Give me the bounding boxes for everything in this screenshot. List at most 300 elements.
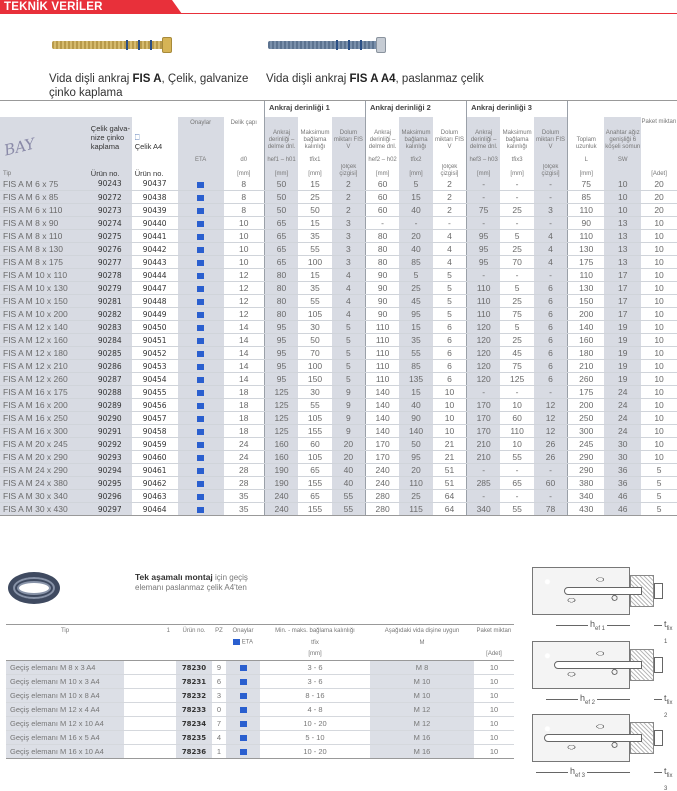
table-row [0, 282, 677, 295]
eta-approval-icon [197, 195, 204, 201]
sec-header-tfix-unit: [mm] [260, 649, 370, 661]
cell-hef1: 125 [264, 425, 298, 438]
cell-tfix1: 15 [298, 217, 332, 230]
cell-dolum3: 12 [534, 425, 568, 438]
cell-hef3: - [467, 191, 501, 204]
cell-dolum3: 12 [534, 399, 568, 412]
cell-dolum1: 3 [332, 217, 366, 230]
eta-approval-icon [197, 494, 204, 500]
cell-toplam: 200 [568, 399, 605, 412]
cell-delik: 18 [224, 399, 265, 412]
eta-approval-icon [197, 364, 204, 370]
cell-paket: 10 [474, 675, 514, 689]
table-row [0, 373, 677, 386]
sec-header-urun: Ürün no. [176, 625, 212, 637]
cell-hef3: 120 [467, 373, 501, 386]
header-tfix2-sym: tfix2 [399, 151, 433, 164]
cell-hef3: 120 [467, 321, 501, 334]
cell-dolum1: 2 [332, 191, 366, 204]
anchor-rod [544, 734, 642, 742]
cell-hef2: 140 [366, 412, 400, 425]
cell-hef2: 110 [366, 321, 400, 334]
cell-hef1: 95 [264, 360, 298, 373]
cell-dolum3: - [534, 178, 568, 191]
cell-hef3: 110 [467, 282, 501, 295]
cell-a4-urun: 90458 [132, 425, 178, 438]
header-cell [641, 151, 677, 164]
cell-hef3: - [467, 217, 501, 230]
cell-tfix3: 10 [500, 438, 534, 451]
cell-toplam: 110 [568, 269, 605, 282]
sec-header-cell [212, 649, 226, 661]
table-row [0, 204, 677, 217]
cell-tip: FIS A M 10 x 130 [0, 282, 88, 295]
cell-tfix3: 65 [500, 477, 534, 490]
marking-ring-icon [126, 40, 128, 50]
cell-galv-urun: 90279 [88, 282, 132, 295]
cell-galv-urun: 90277 [88, 256, 132, 269]
cell-dolum2: 6 [433, 321, 467, 334]
sec-header-pz: PZ [212, 625, 226, 637]
cell-hef3: 95 [467, 230, 501, 243]
cell-delik: 12 [224, 295, 265, 308]
header-tfix3-sym: tfix3 [511, 156, 523, 163]
header-unit: [mm] [510, 170, 524, 177]
cell-hef1: 240 [264, 490, 298, 503]
sec-header-cell [124, 649, 176, 661]
sec-header-marker: 1 [124, 625, 176, 637]
header-delik-unit: [mm] [237, 170, 251, 177]
cell-hef1: 80 [264, 269, 298, 282]
cell-paket: 10 [641, 321, 677, 334]
table-row [0, 490, 677, 503]
cell-hef3: 110 [467, 308, 501, 321]
header-tfix3: Maksimum bağlama kalınlığı [502, 129, 532, 150]
cell-tfix2: 110 [399, 477, 433, 490]
cell-hef2: 280 [366, 490, 400, 503]
table-row [6, 661, 514, 675]
cell-tfix1: 100 [298, 256, 332, 269]
cell-dolum3: - [534, 217, 568, 230]
cell-tfix1: 50 [298, 204, 332, 217]
cell-sw: 36 [604, 477, 641, 490]
table-row [0, 321, 677, 334]
cell-tfix3: 5 [500, 321, 534, 334]
eta-approval-icon [197, 325, 204, 331]
eta-approval-icon [240, 721, 247, 727]
sec-eta-label: ETA [241, 639, 253, 646]
cell-delik: 10 [224, 230, 265, 243]
cell-urun: 78231 [176, 675, 212, 689]
cell-tfix3: 125 [500, 373, 534, 386]
cell-tfix3: 110 [500, 425, 534, 438]
hef-label: $h_{ef 1}$ [590, 619, 606, 632]
cell-spacer [124, 703, 176, 717]
header-onaylar-eta: ETA [178, 151, 224, 164]
cell-sw: 30 [604, 451, 641, 464]
table-row [6, 675, 514, 689]
cell-tfix3: - [500, 464, 534, 477]
cell-dolum3: 6 [534, 334, 568, 347]
cell-tip: FIS A M 30 x 340 [0, 490, 88, 503]
sec-header-cell [370, 649, 474, 661]
cell-a4-urun: 90459 [132, 438, 178, 451]
cell-hef1: 50 [264, 178, 298, 191]
cell-tfix3: 10 [500, 399, 534, 412]
cell-galv-urun: 90278 [88, 269, 132, 282]
cell-dolum2: 2 [433, 178, 467, 191]
page-title: TEKNİK VERİLER [4, 1, 103, 13]
cell-a4-urun: 90452 [132, 347, 178, 360]
cell-delik: 14 [224, 373, 265, 386]
cell-paket: 10 [641, 243, 677, 256]
cell-urun: 78233 [176, 703, 212, 717]
cell-eta [226, 689, 260, 703]
eta-approval-icon [197, 403, 204, 409]
cell-toplam: 130 [568, 243, 605, 256]
header-sw-sym: SW [604, 151, 641, 164]
cell-paket: 10 [474, 745, 514, 759]
cell-tip: FIS A M 8 x 90 [0, 217, 88, 230]
cell-hef2: - [366, 217, 400, 230]
cell-dolum2: 2 [433, 204, 467, 217]
cell-sw: 24 [604, 425, 641, 438]
cell-tfix3: 60 [500, 412, 534, 425]
header-hef2: Ankraj derinliği – delme dnl. [366, 117, 400, 151]
cell-galv-urun: 90296 [88, 490, 132, 503]
cell-tfix: 5 - 10 [260, 731, 370, 745]
header-sw: Anahtar ağız genişliği 6 köşeli somun [604, 117, 641, 151]
cell-hef3: - [467, 178, 501, 191]
cell-dolum2: 5 [433, 269, 467, 282]
header-unit: [mm] [467, 164, 501, 178]
cell-hef2: 170 [366, 451, 400, 464]
cell-tip: FIS A M 8 x 175 [0, 256, 88, 269]
cell-delik: 35 [224, 503, 265, 516]
cell-hef2: 60 [366, 204, 400, 217]
cell-eta [178, 386, 224, 399]
tfix-label: $t_{fix 1}$ [662, 619, 677, 645]
cell-dolum2: 51 [433, 464, 467, 477]
cell-paket: 10 [641, 217, 677, 230]
header-dolum3: Dolum miktarı FIS V [534, 117, 568, 151]
cell-sw: 17 [604, 295, 641, 308]
cell-galv-urun: 90276 [88, 243, 132, 256]
cell-paket: 10 [641, 386, 677, 399]
cell-dolum3: 12 [534, 412, 568, 425]
cell-paket: 10 [641, 425, 677, 438]
cell-tfix2: 25 [399, 490, 433, 503]
cell-hef3: - [467, 386, 501, 399]
table-row [0, 217, 677, 230]
cell-dolum2: 64 [433, 490, 467, 503]
cell-hef3: - [467, 464, 501, 477]
cell-hef1: 95 [264, 321, 298, 334]
cell-delik: 18 [224, 412, 265, 425]
cell-dolum3: 78 [534, 503, 568, 516]
cell-tfix1: 30 [298, 386, 332, 399]
cell-eta [178, 217, 224, 230]
cell-eta [178, 438, 224, 451]
header-hef3: Ankraj derinliği – delme dnl. [467, 117, 501, 151]
cell-dolum2: 51 [433, 477, 467, 490]
cell-eta [178, 230, 224, 243]
cell-paket: 20 [641, 204, 677, 217]
cell-eta [178, 269, 224, 282]
cell-tfix3: 5 [500, 282, 534, 295]
cell-tip: Geçiş elemanı M 10 x 3 A4 [6, 675, 124, 689]
cell-paket: 10 [641, 334, 677, 347]
header-a4-label: Çelik A4 [134, 141, 163, 151]
table-row [0, 191, 677, 204]
cell-dolum3: 26 [534, 438, 568, 451]
cell-a4-urun: 90462 [132, 477, 178, 490]
cell-dolum2: 4 [433, 230, 467, 243]
anchor-rod [564, 587, 642, 595]
cell-hef3: - [467, 269, 501, 282]
cell-galv-urun: 90243 [88, 178, 132, 191]
cell-sw: 10 [604, 178, 641, 191]
caption-text: Vida dişli ankraj [49, 73, 133, 85]
anchor-installation-diagram [530, 641, 677, 719]
header-a4: ⎕ Çelik A4 [134, 132, 163, 151]
cell-sw: 19 [604, 321, 641, 334]
cell-tip: FIS A M 20 x 290 [0, 451, 88, 464]
cell-dolum2: 6 [433, 347, 467, 360]
cell-paket: 5 [641, 477, 677, 490]
cell-hef1: 160 [264, 438, 298, 451]
cell-tfix1: 105 [298, 451, 332, 464]
cell-delik: 18 [224, 425, 265, 438]
anchor-rod [554, 661, 642, 669]
cell-dolum1: 9 [332, 399, 366, 412]
cell-paket: 5 [641, 464, 677, 477]
header-tip: Tip [0, 164, 88, 178]
cell-eta [178, 282, 224, 295]
cell-toplam: 175 [568, 386, 605, 399]
cell-galv-urun: 90282 [88, 308, 132, 321]
cell-dolum3: - [534, 386, 568, 399]
header-hef2-sym: hef2 – h02 [366, 151, 400, 164]
cell-tfix2: 5 [399, 269, 433, 282]
cell-a4-urun: 90460 [132, 451, 178, 464]
cell-tip: FIS A M 10 x 150 [0, 295, 88, 308]
eta-approval-icon [240, 665, 247, 671]
cell-tfix: 4 - 8 [260, 703, 370, 717]
cell-tfix1: 15 [298, 178, 332, 191]
cell-paket: 20 [641, 178, 677, 191]
cell-toplam: 180 [568, 347, 605, 360]
cell-a4-urun: 90454 [132, 373, 178, 386]
header-toplam: Toplam uzunluk [568, 117, 605, 151]
header-toplam-sym: L [568, 151, 605, 164]
cell-delik: 28 [224, 464, 265, 477]
cell-tfix1: 55 [298, 295, 332, 308]
cell-galv-urun: 90272 [88, 191, 132, 204]
marking-ring-icon [348, 40, 350, 50]
cell-hef2: 110 [366, 360, 400, 373]
coil-title-line2: elemanı paslanmaz çelik A4'ten [135, 583, 247, 592]
cell-eta [178, 191, 224, 204]
cell-dolum3: 6 [534, 321, 568, 334]
cell-tfix2: 95 [399, 308, 433, 321]
cell-tip: FIS A M 6 x 75 [0, 178, 88, 191]
cell-tfix1: 35 [298, 230, 332, 243]
cell-galv-urun: 90291 [88, 425, 132, 438]
cell-eta [178, 360, 224, 373]
cell-tfix3: 25 [500, 334, 534, 347]
header-cell [433, 151, 467, 164]
marking-ring-icon [138, 40, 140, 50]
table-row [0, 334, 677, 347]
header-tfix1-sym: tfix1 [309, 156, 321, 163]
cell-dolum3: 6 [534, 295, 568, 308]
cell-tfix3: 55 [500, 451, 534, 464]
hex-nut [654, 730, 663, 746]
cell-tfix1: 50 [298, 334, 332, 347]
cell-hef3: 95 [467, 256, 501, 269]
cell-toplam: 200 [568, 308, 605, 321]
cell-dolum2: 5 [433, 282, 467, 295]
cell-vida: M 10 [370, 675, 474, 689]
cell-tfix3: 5 [500, 230, 534, 243]
tfix-label: $t_{fix 3}$ [662, 766, 677, 791]
header-delik-sym: d0 [240, 156, 248, 163]
cell-tfix1: 155 [298, 425, 332, 438]
cell-tfix2: 95 [399, 451, 433, 464]
cell-tip: FIS A M 12 x 140 [0, 321, 88, 334]
cell-eta [178, 464, 224, 477]
cell-tip: FIS A M 10 x 110 [0, 269, 88, 282]
cell-eta [226, 703, 260, 717]
caption-text: , paslanmaz çelik [395, 73, 484, 85]
eta-approval-icon [197, 481, 204, 487]
cell-tfix3: - [500, 386, 534, 399]
cell-dolum3: 6 [534, 373, 568, 386]
cell-urun: 78230 [176, 661, 212, 675]
cell-dolum3: 6 [534, 347, 568, 360]
cell-paket: 10 [641, 347, 677, 360]
cell-hef1: 125 [264, 386, 298, 399]
cell-hef1: 80 [264, 308, 298, 321]
cell-tfix3: 45 [500, 347, 534, 360]
cell-dolum2: 64 [433, 503, 467, 516]
caption-text: Vida dişli ankraj [266, 73, 350, 85]
header-dolum2: Dolum miktarı FIS V [434, 129, 464, 150]
cell-tip: Geçiş elemanı M 12 x 4 A4 [6, 703, 124, 717]
coil-title-bold: Tek aşamalı montaj [135, 572, 213, 582]
cell-delik: 12 [224, 282, 265, 295]
cell-a4-urun: 90441 [132, 230, 178, 243]
cell-galv-urun: 90285 [88, 347, 132, 360]
cell-hef2: 110 [366, 347, 400, 360]
cell-tfix: 10 - 20 [260, 717, 370, 731]
cell-sw: 13 [604, 230, 641, 243]
cell-urun: 78232 [176, 689, 212, 703]
cell-tip: FIS A M 20 x 245 [0, 438, 88, 451]
header-tfix1: Maksimum bağlama kalınlığı [300, 129, 330, 150]
table-row [6, 717, 514, 731]
cell-paket: 10 [641, 399, 677, 412]
cell-eta [178, 477, 224, 490]
header-unit: [mm] [366, 164, 400, 178]
cell-tfix2: 50 [399, 438, 433, 451]
cell-eta [178, 490, 224, 503]
cell-dolum3: 4 [534, 256, 568, 269]
cell-hef2: 280 [366, 503, 400, 516]
cell-toplam: 210 [568, 360, 605, 373]
cell-toplam: 290 [568, 451, 605, 464]
cell-tfix3: - [500, 178, 534, 191]
cell-pz: 1 [212, 745, 226, 759]
cell-dolum2: 10 [433, 412, 467, 425]
cell-a4-urun: 90455 [132, 386, 178, 399]
sec-header-row [6, 625, 514, 637]
hef-label: $h_{ef 3}$ [570, 766, 586, 779]
cell-eta [178, 425, 224, 438]
cell-tip: Geçiş elemanı M 10 x 8 A4 [6, 689, 124, 703]
cell-tfix2: 40 [399, 243, 433, 256]
cell-tip: FIS A M 12 x 160 [0, 334, 88, 347]
cell-a4-urun: 90456 [132, 399, 178, 412]
header-unit: [mm] [568, 164, 605, 178]
cell-tip: Geçiş elemanı M 16 x 5 A4 [6, 731, 124, 745]
cell-tip: FIS A M 12 x 260 [0, 373, 88, 386]
cell-tfix1: 55 [298, 243, 332, 256]
cell-hef1: 65 [264, 256, 298, 269]
cell-dolum2: 21 [433, 438, 467, 451]
cell-paket: 10 [474, 717, 514, 731]
cell-tfix2: 40 [399, 204, 433, 217]
cell-paket: 10 [641, 451, 677, 464]
caption-text: , Çelik, galvanize çinko kaplama [49, 73, 249, 99]
cell-delik: 10 [224, 256, 265, 269]
steel-hex-nut-image [376, 37, 386, 53]
cell-toplam: 150 [568, 295, 605, 308]
eta-approval-icon [197, 351, 204, 357]
cell-dolum1: 4 [332, 282, 366, 295]
cell-hef2: 90 [366, 269, 400, 282]
cell-galv-urun: 90283 [88, 321, 132, 334]
cell-hef3: 170 [467, 425, 501, 438]
cell-hef1: 95 [264, 373, 298, 386]
table-row [0, 399, 677, 412]
cell-galv-urun: 90288 [88, 386, 132, 399]
marking-ring-icon [336, 40, 338, 50]
cell-tfix1: 15 [298, 269, 332, 282]
cell-delik: 8 [224, 178, 265, 191]
cell-tip: FIS A M 30 x 430 [0, 503, 88, 516]
cell-paket: 10 [474, 703, 514, 717]
cell-sw: 10 [604, 191, 641, 204]
cell-dolum3: 3 [534, 204, 568, 217]
sec-header-cell [176, 649, 212, 661]
cell-a4-urun: 90443 [132, 256, 178, 269]
cell-hef1: 190 [264, 477, 298, 490]
cell-sw: 13 [604, 256, 641, 269]
cell-paket: 10 [641, 412, 677, 425]
cell-dolum1: 3 [332, 243, 366, 256]
eta-approval-icon [197, 208, 204, 214]
cell-dolum3: 6 [534, 308, 568, 321]
cell-sw: 10 [604, 204, 641, 217]
cell-dolum1: 55 [332, 503, 366, 516]
cell-tfix2: 35 [399, 334, 433, 347]
table-row [0, 425, 677, 438]
sec-header-tfix-sym: tfix [311, 639, 319, 646]
cell-hef3: 170 [467, 399, 501, 412]
cell-toplam: 300 [568, 425, 605, 438]
